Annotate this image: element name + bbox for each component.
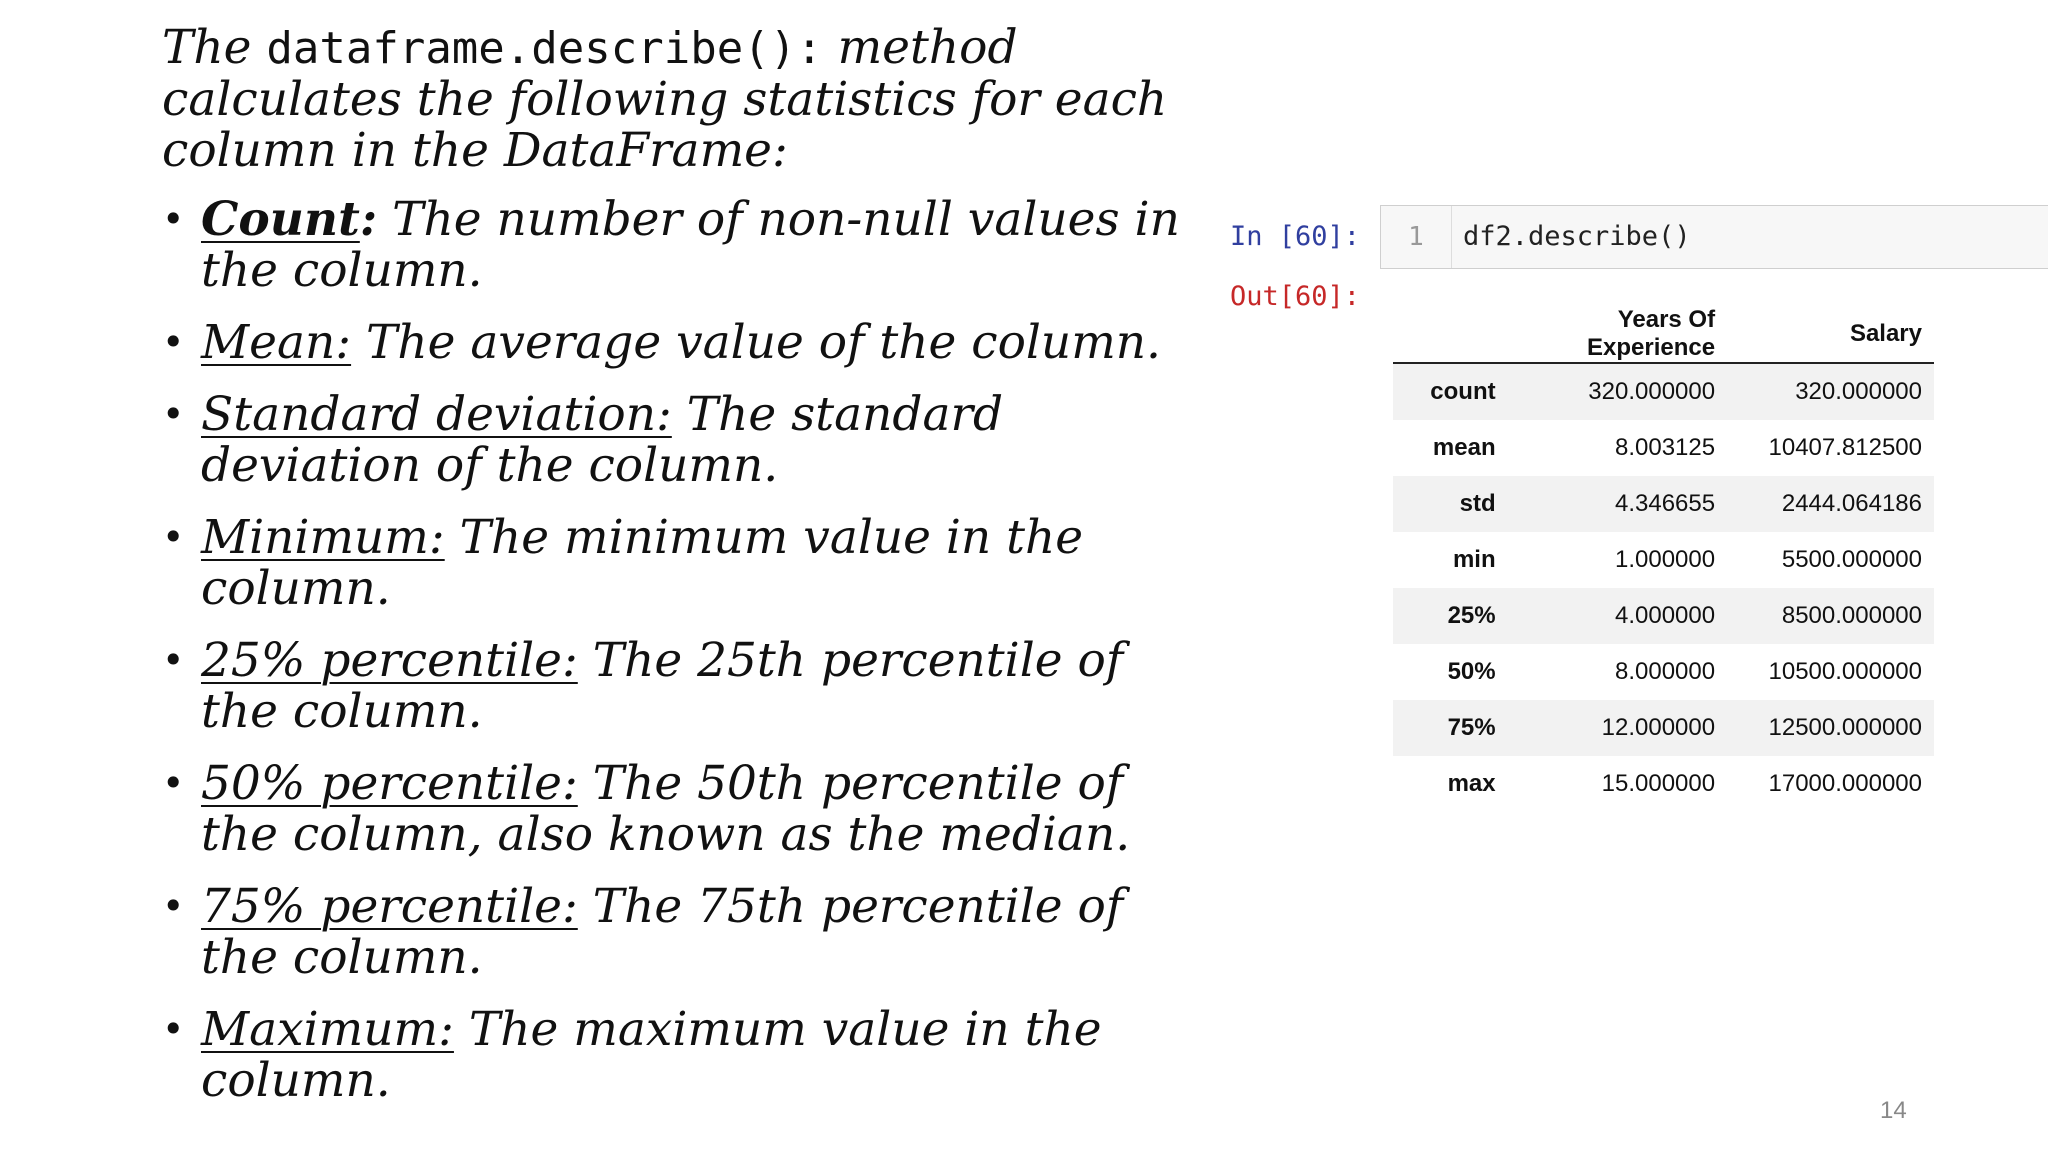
bullet-75-percentile bbox=[162, 881, 1182, 983]
bullet-dot-icon: • bbox=[162, 320, 185, 364]
bullet-term: 75% percentile: bbox=[201, 879, 578, 934]
table-row bbox=[1393, 363, 1934, 420]
bullet-standard-deviation bbox=[162, 389, 1182, 491]
bullet-dot-icon: • bbox=[162, 197, 185, 241]
table-cell: 1.000000 bbox=[1614, 546, 1716, 573]
bullet-dot-icon: • bbox=[162, 761, 185, 805]
intro-paragraph bbox=[162, 22, 1182, 176]
bullet-term: Maximum: bbox=[201, 1002, 454, 1057]
bullet-minimum bbox=[162, 512, 1182, 614]
table-row bbox=[1393, 644, 1934, 700]
bullet-term: Mean: bbox=[201, 315, 352, 370]
table-row bbox=[1393, 700, 1934, 756]
row-label: std bbox=[1459, 490, 1496, 517]
code-text: df2.describe() bbox=[1463, 221, 1691, 252]
table-row bbox=[1393, 756, 1934, 812]
bullet-dot-icon: • bbox=[162, 515, 185, 559]
table-cell: 4.346655 bbox=[1614, 490, 1716, 517]
table-cell: 4.000000 bbox=[1614, 602, 1716, 629]
bullet-description: The 75th percentile of the column. bbox=[201, 879, 1124, 985]
bullet-dot-icon: • bbox=[162, 638, 185, 682]
table-row bbox=[1393, 588, 1934, 644]
bullet-description: The 50th percentile of the column, also known as the median. bbox=[201, 756, 1131, 862]
table-row bbox=[1393, 420, 1934, 476]
bullet-description: The 25th percentile of the column. bbox=[201, 633, 1124, 739]
table-cell: 10407.812500 bbox=[1768, 434, 1922, 461]
row-label: min bbox=[1452, 546, 1496, 573]
table-cell: 320.000000 bbox=[1795, 378, 1922, 405]
bullet-dot-icon: • bbox=[162, 392, 185, 436]
column-header: Years Of Experience bbox=[1504, 306, 1727, 363]
table-cell: 8500.000000 bbox=[1781, 602, 1922, 629]
row-label: 75% bbox=[1447, 714, 1496, 741]
text-column bbox=[162, 22, 1182, 1127]
row-label: count bbox=[1430, 378, 1496, 405]
input-prompt: In [60]: bbox=[1230, 221, 1361, 252]
notebook-cell bbox=[1220, 205, 2048, 312]
bullet-dot-icon: • bbox=[162, 884, 185, 928]
bullet-term: Minimum: bbox=[201, 510, 445, 565]
bullet-term: 50% percentile: bbox=[201, 756, 578, 811]
code-cell[interactable] bbox=[1380, 205, 2048, 269]
table-cell: 15.000000 bbox=[1601, 770, 1716, 797]
bullet-description: The maximum value in the column. bbox=[201, 1002, 1102, 1108]
table-header-row bbox=[1393, 306, 1934, 363]
bullet-count bbox=[162, 194, 1182, 296]
intro-code: dataframe.describe(): bbox=[266, 23, 823, 74]
bullet-description: The standard deviation of the column. bbox=[201, 387, 1004, 493]
bullet-description: The average value of the column. bbox=[351, 315, 1161, 370]
table-row bbox=[1393, 532, 1934, 588]
column-header: Salary bbox=[1727, 306, 1934, 363]
table-cell: 2444.064186 bbox=[1781, 490, 1922, 517]
index-header bbox=[1393, 306, 1504, 363]
intro-prefix: The bbox=[162, 20, 267, 75]
table-cell: 10500.000000 bbox=[1768, 658, 1922, 685]
table-cell: 8.003125 bbox=[1614, 434, 1716, 461]
table-cell: 17000.000000 bbox=[1768, 770, 1922, 797]
intro-suffix: method calculates the following statistics for each column in the DataFrame: bbox=[162, 20, 1168, 178]
bullet-mean bbox=[162, 317, 1182, 368]
input-row bbox=[1220, 205, 2048, 269]
bullet-term: 25% percentile: bbox=[201, 633, 578, 688]
bullet-term: Standard deviation: bbox=[201, 387, 672, 442]
table-cell: 12.000000 bbox=[1601, 714, 1716, 741]
row-label: max bbox=[1447, 770, 1496, 797]
table-cell: 320.000000 bbox=[1588, 378, 1716, 405]
bullet-term: Count bbox=[201, 192, 360, 247]
bullet-maximum bbox=[162, 1004, 1182, 1106]
row-label: 50% bbox=[1447, 658, 1496, 685]
table-cell: 8.000000 bbox=[1614, 658, 1716, 685]
bullet-separator: : bbox=[359, 192, 378, 247]
table-row bbox=[1393, 476, 1934, 532]
bullet-25-percentile bbox=[162, 635, 1182, 737]
bullet-description: The number of non-null values in the column. bbox=[201, 192, 1180, 298]
describe-table bbox=[1393, 306, 1934, 812]
bullet-dot-icon: • bbox=[162, 1007, 185, 1051]
bullet-description: The minimum value in the column. bbox=[201, 510, 1084, 616]
output-prompt: Out[60]: bbox=[1230, 281, 1361, 312]
table-cell: 12500.000000 bbox=[1768, 714, 1922, 741]
bullet-50-percentile bbox=[162, 758, 1182, 860]
line-number: 1 bbox=[1381, 206, 1452, 268]
row-label: 25% bbox=[1447, 602, 1496, 629]
statistics-list bbox=[162, 194, 1182, 1106]
page-number: 14 bbox=[1880, 1097, 1907, 1124]
row-label: mean bbox=[1432, 434, 1496, 461]
table-cell: 5500.000000 bbox=[1781, 546, 1922, 573]
